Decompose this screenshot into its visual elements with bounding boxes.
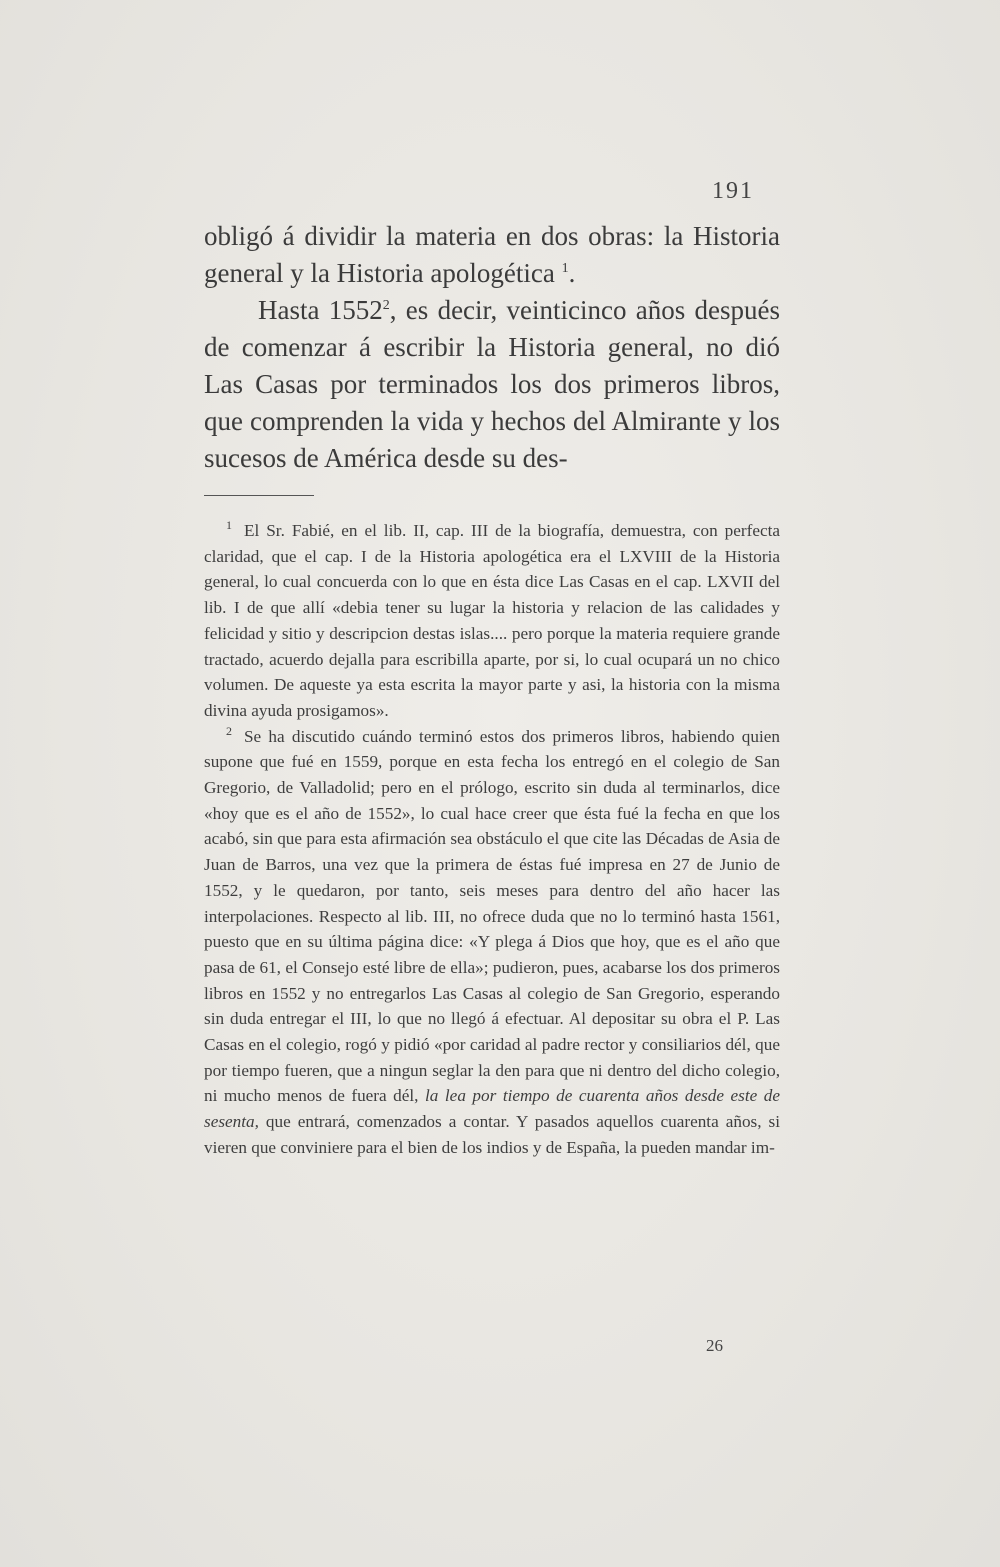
paragraph-1 <box>204 218 780 292</box>
footnotes <box>204 518 780 1161</box>
footnote-2-text-a: Se ha discutido cuándo terminó estos dos primeros libros, habiendo quien supone que fué en 1559, porque en esta fecha los entregó en el colegio de San Gregorio, de Valladolid; pero en el prólogo, escrito sin duda al terminarlos, dice «hoy que es el año de 1552», lo cual hace creer que ésta fué la fecha en que los acabó, sin que para esta afirmación sea obstáculo el que cite las Décadas de Asia de Juan de Barros, una vez que la primera de éstas fué impresa en 27 de Junio de 1552, y le quedaron, por tanto, seis meses para dentro del año hacer las interpolaciones. Respecto al lib. III, no ofrece duda que no lo terminó hasta 1561, puesto que en su última página dice: «Y plega á Dios que hoy, que es el año que pasa de 61, el Consejo esté libre de ella»; pudieron, pues, acabarse los dos primeros libros en 1552 y no entregarlos Las Casas al colegio de San Gregorio, esperando sin duda entregar el III, lo que no llegó á efectuar. Al depositar su obra el P. Las Casas en el colegio, rogó y pidió «por caridad al padre rector y consiliarios dél, que por tiempo fueren, que a ningun seglar la den para que ni dentro del dicho colegio, ni mucho menos de fuera dél, <box>204 726 780 1106</box>
paragraph-2 <box>204 292 780 477</box>
footnote-ref-2: 2 <box>382 298 390 313</box>
footnote-2-italic: la lea por tiempo de cuarenta años desde este de sesenta, <box>204 1086 781 1132</box>
page-number-top: 191 <box>712 178 754 204</box>
footnote-2-mark: 2 <box>226 723 232 738</box>
footnote-1-mark: 1 <box>226 518 232 533</box>
paragraph-2-text-a: Hasta 1552 <box>258 295 383 325</box>
signature-mark: 26 <box>706 1336 723 1355</box>
paragraph-1-end: . <box>568 258 576 288</box>
paragraph-2-text-b: , es decir, veinticinco años después de comenzar á escribir la Historia general, no dió Las Casas por terminados los dos primeros libros, que comprenden la vida y hechos del Almirante y los sucesos de América desde su des- <box>204 295 780 473</box>
footnote-2 <box>204 724 780 1161</box>
footnote-2-text-b: que entrará, comenzados a contar. Y pasados aquellos cuarenta años, si vieren que conviniere para el bien de los indios y de España, la pueden mandar im- <box>204 1112 780 1157</box>
footnote-1-text: El Sr. Fabié, en el lib. II, cap. III de la biografía, demuestra, con perfecta claridad, que el cap. I de la Historia apologética era el LXVIII de la Historia general, lo cual concuerda con lo que en ésta dice Las Casas en el cap. LXVII del lib. I de que allí «debia tener su lugar la historia y relacion de las calidades y felicidad y sitio y descripcion destas islas.... pero porque la materia requiere grande tractado, acuerdo dejalla para escribilla aparte, por si, lo cual ocupará un no chico volumen. De aqueste ya esta escrita la mayor parte y asi, la historia con la misma divina ayuda prosigamos». <box>204 521 780 720</box>
paragraph-1-text: obligó á dividir la materia en dos obras: la Historia general y la Historia apologética <box>204 221 780 288</box>
main-text <box>204 218 780 477</box>
footnote-ref-1: 1 <box>561 261 569 276</box>
footnote-separator <box>204 495 314 496</box>
footnote-1 <box>204 518 780 724</box>
